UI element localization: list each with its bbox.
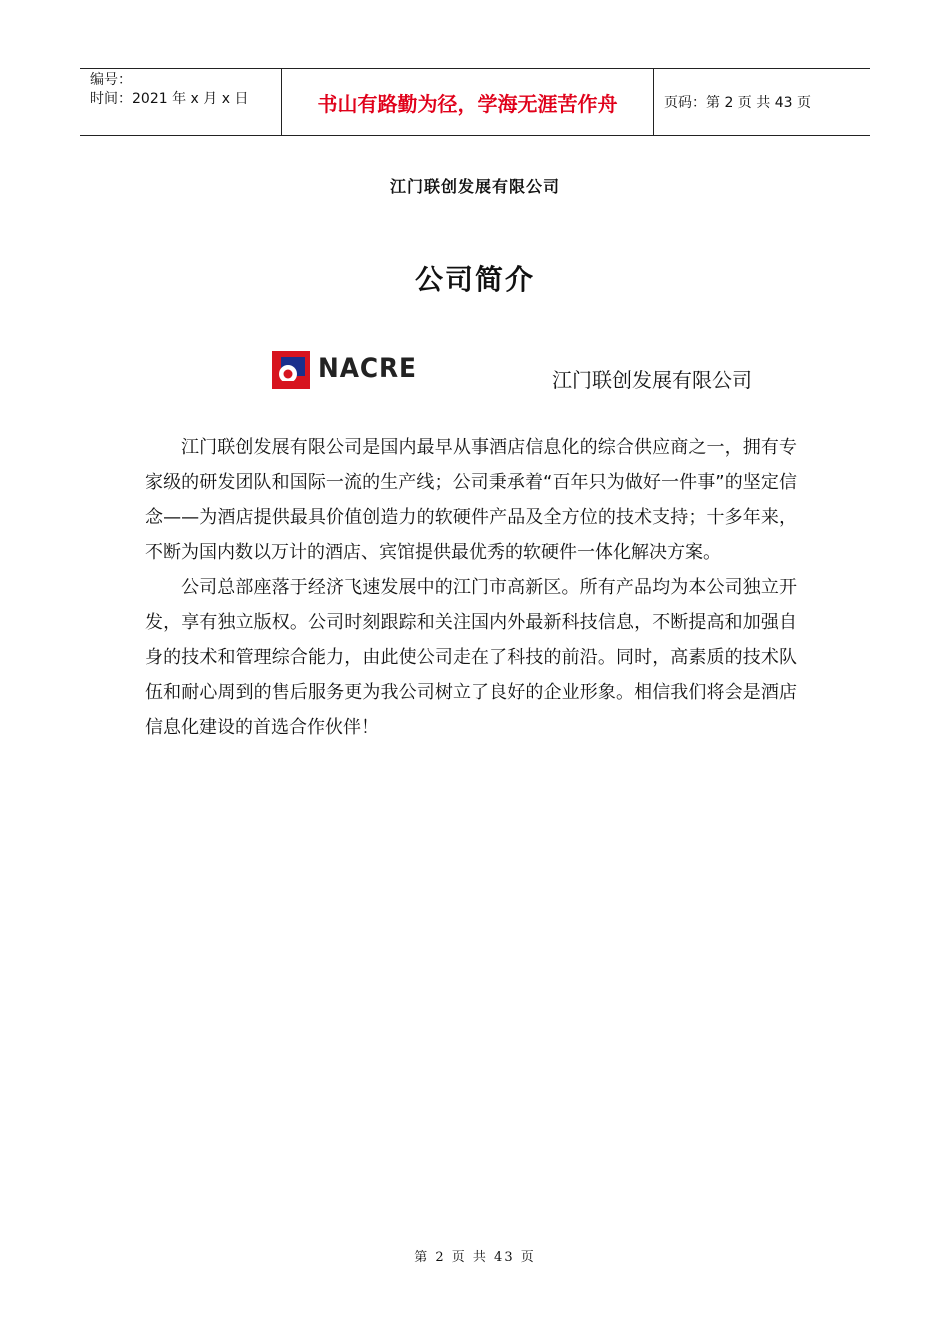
logo-row xyxy=(272,351,792,391)
header-table xyxy=(80,68,870,136)
intro-paragraph: 公司总部座落于经济飞速发展中的江门市高新区。所有产品均为本公司独立开发，享有独立版权。公司时刻跟踪和关注国内外最新科技信息，不断提高和加强自身的技术和管理综合能力，由此使公司走在了科技的前沿。同时，高素质的技术队伍和耐心周到的售后服务更为我公司树立了良好的企业形象。相信我们将会是酒店信息化建设的首选合作伙伴！ xyxy=(145,577,797,738)
logo-company-name: 江门联创发展有限公司 xyxy=(552,368,752,392)
company-heading: 江门联创发展有限公司 xyxy=(389,177,560,196)
intro-body xyxy=(145,430,797,745)
document-number-label: 编号： xyxy=(90,72,132,88)
header-page-label: 页码：第 2 页 共 43 页 xyxy=(664,95,811,111)
logo-brand-text: NACRE xyxy=(318,353,417,384)
document-date-label: 时间：2021 年 x 月 x 日 xyxy=(90,91,249,107)
page-footer: 第 2 页 共 43 页 xyxy=(414,1250,536,1265)
nacre-logo-icon xyxy=(272,351,310,389)
page-title: 公司简介 xyxy=(414,263,535,296)
intro-paragraph: 江门联创发展有限公司是国内最早从事酒店信息化的综合供应商之一，拥有专家级的研发团队和国际一流的生产线；公司秉承着“百年只为做好一件事”的坚定信念——为酒店提供最具价值创造力的软硬件产品及全方位的技术支持；十多年来，不断为国内数以万计的酒店、宾馆提供最优秀的软硬件一体化解决方案。 xyxy=(145,437,797,563)
header-motto: 书山有路勤为径，学海无涯苦作舟 xyxy=(281,69,654,135)
header-meta-cell xyxy=(80,69,281,135)
